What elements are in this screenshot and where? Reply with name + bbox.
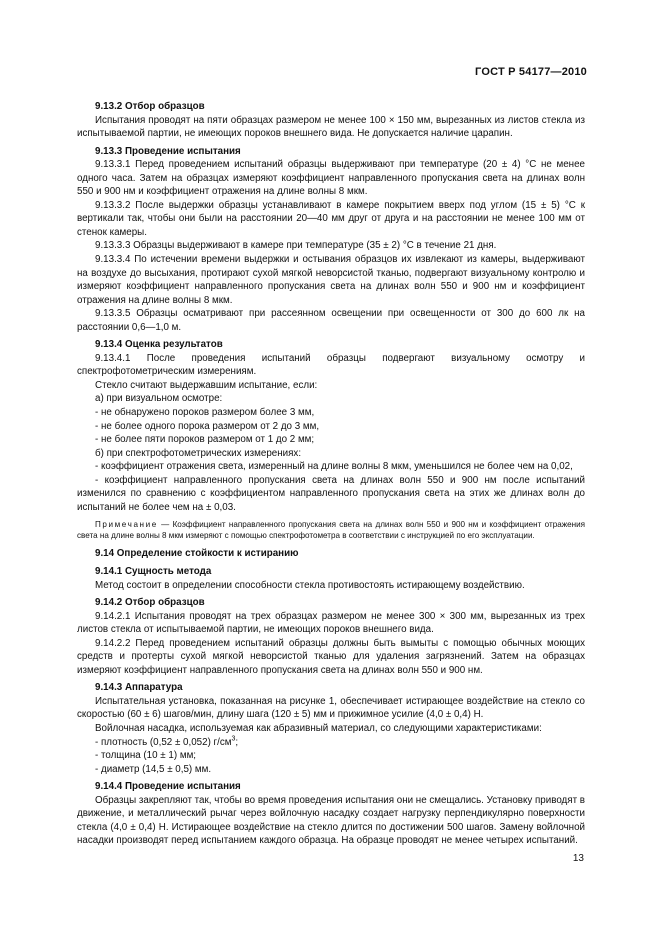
body-paragraph: - коэффициент отражения света, измеренный на длине волны 8 мкм, уменьшился не более чем на 0,02,: [95, 461, 573, 473]
section-heading: 9.13.4 Оценка результатов: [95, 339, 223, 351]
body-paragraph: Метод состоит в определении способности стекла противостоять истирающему воздействию.: [95, 579, 525, 591]
superscript: 3: [231, 735, 236, 743]
body-paragraph: - не обнаружено пороков размером более 3 мм,: [95, 407, 315, 419]
body-paragraph: 9.13.4.1 После проведения испытаний образцы подвергают визуальному осмотру и спектрофотометрическим измерениям.: [77, 352, 585, 378]
section-heading: 9.14.1 Сущность метода: [95, 565, 212, 577]
paragraph-text: - плотность (0,52 ± 0,052) г/см: [95, 736, 232, 748]
body-paragraph: - не более пяти пороков размером от 1 до 2 мм;: [95, 434, 315, 446]
body-paragraph: 9.14.2.2 Перед проведением испытаний образцы должны быть вымыты с помощью обычных моющих средств и протерты сухой мягкой неворсистой тканью для удаления загрязнений. Затем на образцах измеряют коэффициент направленного пропускания света на длинах волн 550 и 900 нм.: [77, 637, 585, 676]
body-paragraph: 9.13.3.4 По истечении времени выдержки и остывания образцов их извлекают из камеры, выдерживают на воздухе до высыхания, протирают сухой мягкой неворсистой тканью, подвергают визуальному контролю и измеряют коэффициент направленного пропускания света на длинах волн 550 и 900 нм и коэффициент отражения на длине волны 8 мкм.: [77, 254, 585, 306]
standard-header: ГОСТ Р 54177—2010: [475, 66, 587, 78]
note-text: — Коэффициент направленного пропускания света на длинах волн 550 и 900 нм и коэффициент отражения света на длине волны 8 мкм измеряют с помощью спектрофотометра в соответствии с инструкцией по его эксплуатации.: [77, 520, 585, 541]
body-paragraph: [77, 736, 585, 750]
body-paragraph: Стекло считают выдержавшим испытание, если:: [95, 379, 318, 391]
section-heading: 9.13.2 Отбор образцов: [95, 101, 205, 112]
document-body: [77, 96, 585, 848]
body-paragraph: Войлочная насадка, используемая как абразивный материал, со следующими характеристиками:: [95, 722, 542, 734]
note-label: Примечание: [95, 520, 158, 530]
section-title: 9.14 Определение стойкости к истиранию: [95, 548, 299, 560]
body-paragraph: а) при визуальном осмотре:: [95, 393, 223, 405]
section-heading: 9.14.4 Проведение испытания: [95, 781, 241, 793]
page-number: 13: [572, 853, 584, 864]
body-paragraph: Образцы закрепляют так, чтобы во время проведения испытания они не смещались. Установку приводят в движение, и металлический рычаг через войлочную насадку создает нагрузку перпендикулярно поверхности стекла (4,0 ± 0,4) Н. Истирающее воздействие на стекло длится по достижении 500 шагов. Замену войлочной насадки производят перед испытанием каждого образца. На образце проводят не менее четырех испытаний.: [77, 794, 585, 847]
body-paragraph: - диаметр (14,5 ± 0,5) мм.: [95, 763, 212, 775]
body-paragraph: 9.13.3.2 После выдержки образцы устанавливают в камере покрытием вверх под углом (15 ± 5) °С к вертикали так, чтобы они были на расстоянии 20—40 мм друг от друга и на расстоянии не менее 100 мм от стенок камеры.: [77, 199, 585, 238]
body-paragraph: б) при спектрофотометрических измерениях:: [95, 447, 302, 459]
note-paragraph: [77, 519, 585, 541]
section-heading: 9.14.3 Аппаратура: [95, 682, 183, 694]
body-paragraph: - толщина (10 ± 1) мм;: [95, 750, 197, 762]
body-paragraph: 9.14.2.1 Испытания проводят на трех образцах размером не менее 300 × 300 мм, вырезанных из трех листов стекла от испытываемой партии, не имеющих пороков внешнего вида.: [77, 610, 585, 636]
body-paragraph: - не более одного порока размером от 2 до 3 мм,: [95, 420, 320, 432]
section-heading: 9.14.2 Отбор образцов: [95, 597, 205, 609]
body-paragraph: 9.13.3.5 Образцы осматривают при рассеянном освещении при освещенности от 300 до 600 лк на расстоянии 0,6—1,0 м.: [77, 308, 585, 333]
body-paragraph: - коэффициент направленного пропускания света на длинах волн 550 и 900 нм после испытаний изменился по сравнению с коэффициентом направленного пропускания света на этих же длинах волн до испытаний не более чем на ± 0,03.: [77, 474, 585, 513]
paragraph-text-tail: ;: [235, 736, 239, 748]
body-paragraph: 9.13.3.1 Перед проведением испытаний образцы выдерживают при температуре (20 ± 4) °С не менее одного часа. Затем на образцах измеряют коэффициент направленного пропускания света на длинах волн 550 и 900 нм и коэффициент отражения на длине волны 8 мкм.: [77, 159, 585, 198]
body-paragraph: Испытания проводят на пяти образцах размером не менее 100 × 150 мм, вырезанных из листов стекла из испытываемой партии, не имеющих пороков внешнего вида. Не допускается наличие царапин.: [77, 114, 585, 140]
body-paragraph: Испытательная установка, показанная на рисунке 1, обеспечивает истирающее воздействие на стекло со скоростью (60 ± 6) шагов/мин, длину шага (120 ± 5) мм и прижимное усилие (4,0 ± 0,4) Н.: [77, 695, 585, 721]
section-heading: 9.13.3 Проведение испытания: [95, 145, 241, 157]
body-paragraph: 9.13.3.3 Образцы выдерживают в камере при температуре (35 ± 2) °С в течение 21 дня.: [95, 240, 497, 252]
